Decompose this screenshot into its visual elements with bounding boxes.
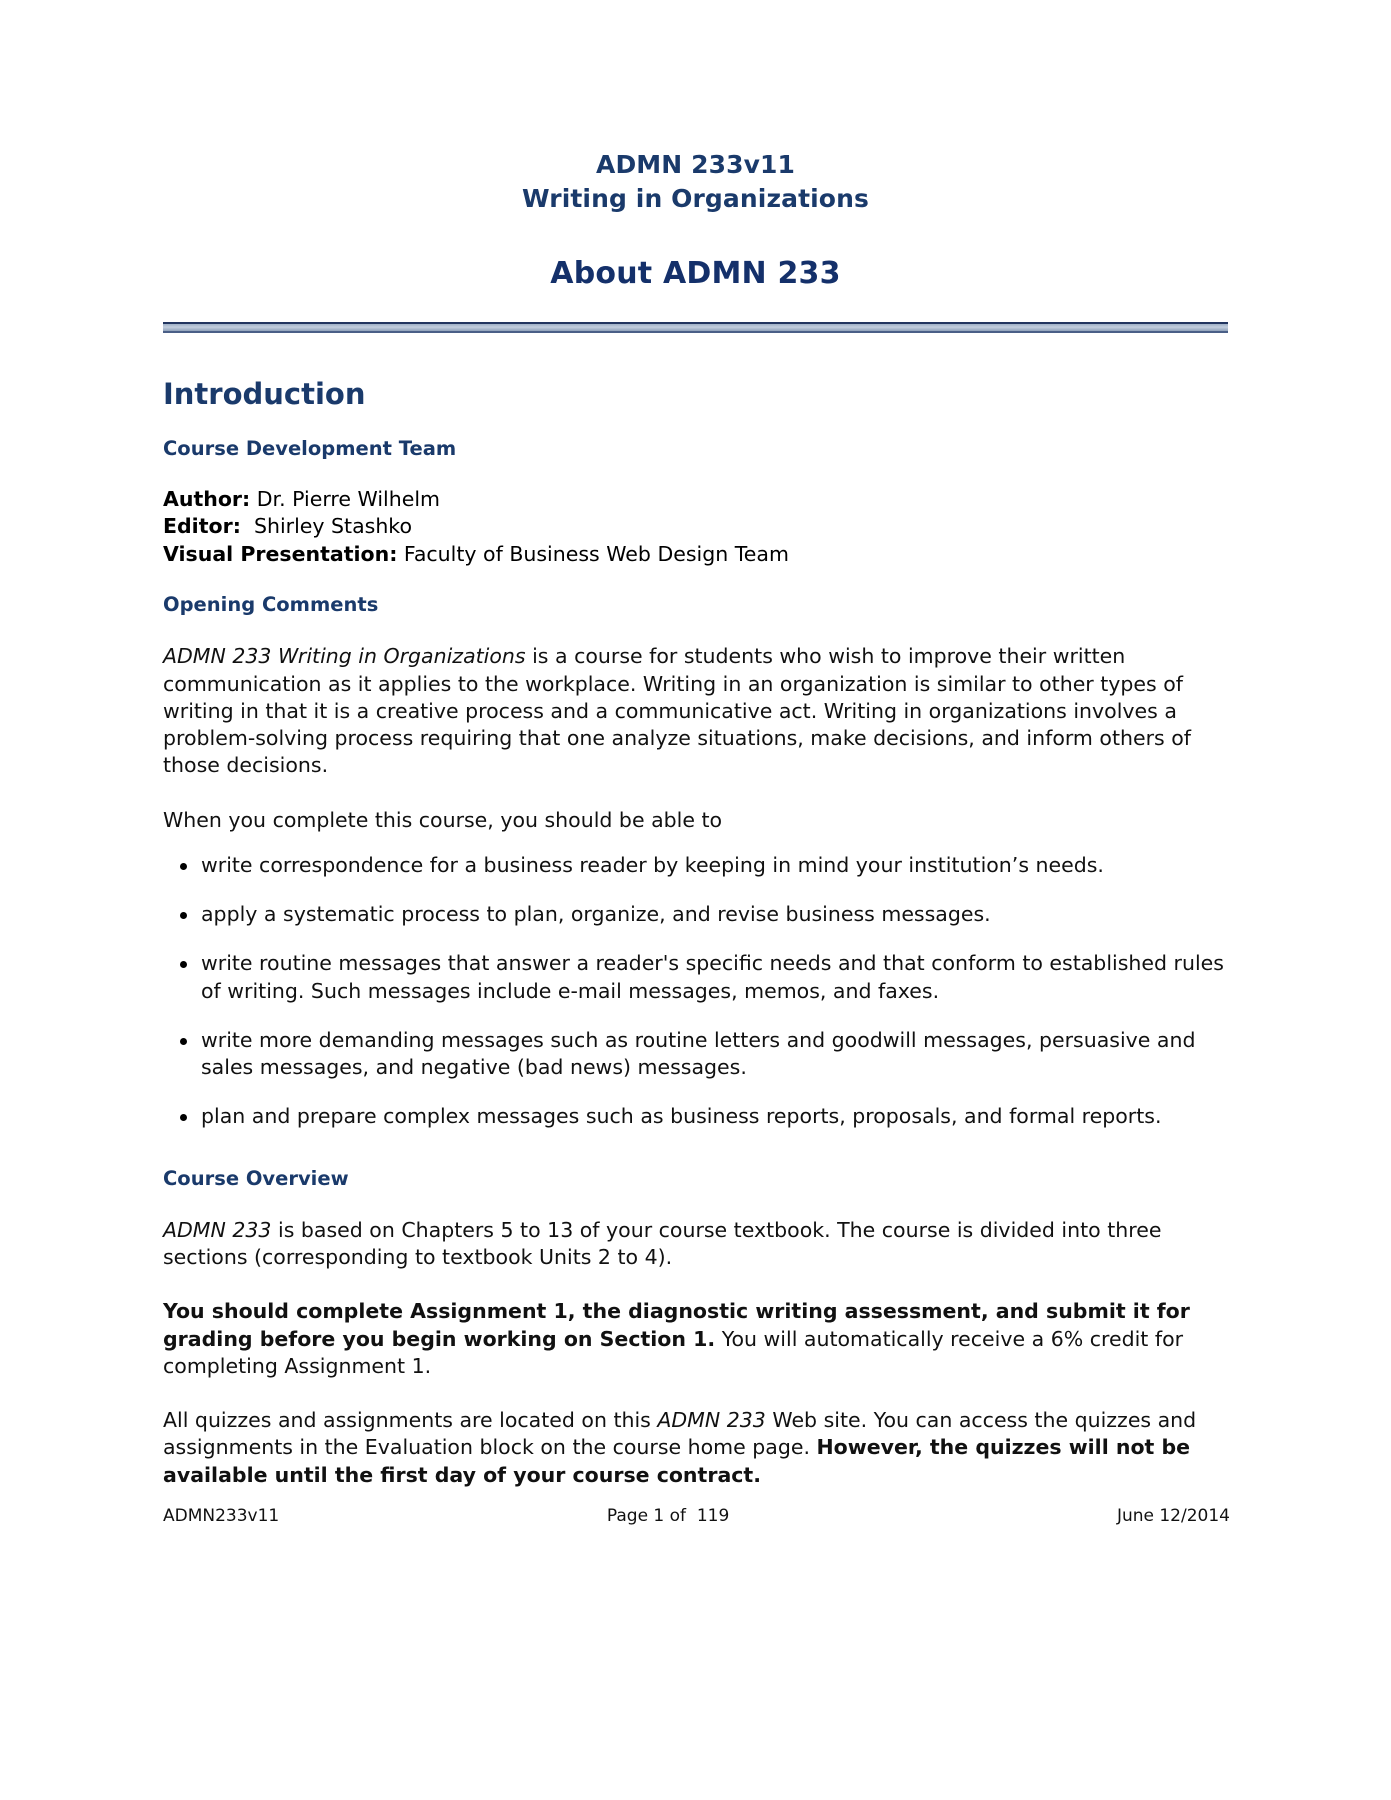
list-item: write routine messages that answer a reader's specific needs and that conform to established rules of writing. Such messages include e-mail messages, memos, and faxes. [163, 950, 1228, 1005]
subheading-course-overview: Course Overview [163, 1166, 349, 1190]
header-divider [163, 322, 1228, 333]
section-heading-introduction: Introduction [163, 377, 366, 411]
quizzes-text-start: All quizzes and assignments are located on this [163, 1408, 658, 1433]
course-overview-paragraph [163, 1217, 1228, 1272]
assignment-notice-text: You will automatically receive a 6% credit for completing Assignment 1. [163, 1326, 1184, 1378]
page-content [163, 0, 1228, 1489]
footer-date: June 12/2014 [1116, 1506, 1230, 1526]
footer-document-id: ADMN233v11 [163, 1506, 280, 1526]
footer-page-number: Page 1 of 119 [606, 1506, 730, 1526]
list-item: apply a systematic process to plan, organize, and revise business messages. [163, 901, 1228, 928]
course-development-team-credits [163, 486, 1228, 568]
objectives-intro-paragraph: When you complete this course, you should be able to [163, 807, 723, 832]
credit-author-value: Dr. Pierre Wilhelm [250, 487, 441, 512]
credit-editor-row [163, 513, 1228, 540]
credit-visual-label: Visual Presentation: [163, 541, 398, 566]
overview-paragraph-text: is based on Chapters 5 to 13 of your course textbook. The course is divided into three sections (corresponding to textbook Units 2 to 4). [163, 1217, 1162, 1270]
list-item: write correspondence for a business reader by keeping in mind your institution’s needs. [163, 852, 1228, 879]
assignment-notice-bold: You should complete Assignment 1, the diagnostic writing assessment, and submit it for grading before you begin working on Section 1. [163, 1299, 1190, 1351]
page-title: About ADMN 233 [550, 256, 841, 291]
course-objectives-list [163, 852, 1228, 1131]
credit-author-label: Author: [163, 487, 251, 512]
opening-comments-paragraph [163, 643, 1228, 779]
course-code: ADMN 233v11 [596, 150, 795, 179]
quizzes-text-middle: Web site. You can access the quizzes and assignments in the Evaluation block on the course home page. [163, 1408, 1197, 1460]
document-header [163, 0, 1228, 291]
credit-editor-value: Shirley Stashko [240, 514, 412, 539]
opening-course-title-italic: ADMN 233 Writing in Organizations [163, 644, 526, 669]
credit-visual-value: Faculty of Business Web Design Team [397, 541, 789, 566]
quizzes-warning-bold: However, the quizzes will not be available until the first day of your course contract. [163, 1435, 1191, 1487]
credit-visual-row [163, 541, 1228, 568]
opening-paragraph-text: is a course for students who wish to improve their written communication as it applies to the workplace. Writing in an organization is similar to other types of writing in that it is a creative process and a communicative act. Writing in organizations involves a problem-solving process requiring that one analyze situations, make decisions, and inform others of those decisions. [163, 644, 1191, 778]
quizzes-course-code-italic: ADMN 233 [657, 1408, 766, 1433]
credit-author-row [163, 486, 1228, 513]
credit-editor-label: Editor: [163, 514, 241, 539]
list-item: write more demanding messages such as routine letters and goodwill messages, persuasive and sales messages, and negative (bad news) messages. [163, 1027, 1228, 1082]
list-item: plan and prepare complex messages such as business reports, proposals, and formal reports. [163, 1103, 1228, 1130]
course-name: Writing in Organizations [522, 184, 869, 213]
overview-course-code-italic: ADMN 233 [163, 1217, 272, 1242]
subheading-opening-comments: Opening Comments [163, 592, 379, 616]
page-footer [163, 1506, 1230, 1526]
subheading-course-development-team: Course Development Team [163, 436, 457, 460]
assignment-notice-paragraph [163, 1298, 1228, 1380]
quizzes-location-paragraph [163, 1407, 1228, 1489]
